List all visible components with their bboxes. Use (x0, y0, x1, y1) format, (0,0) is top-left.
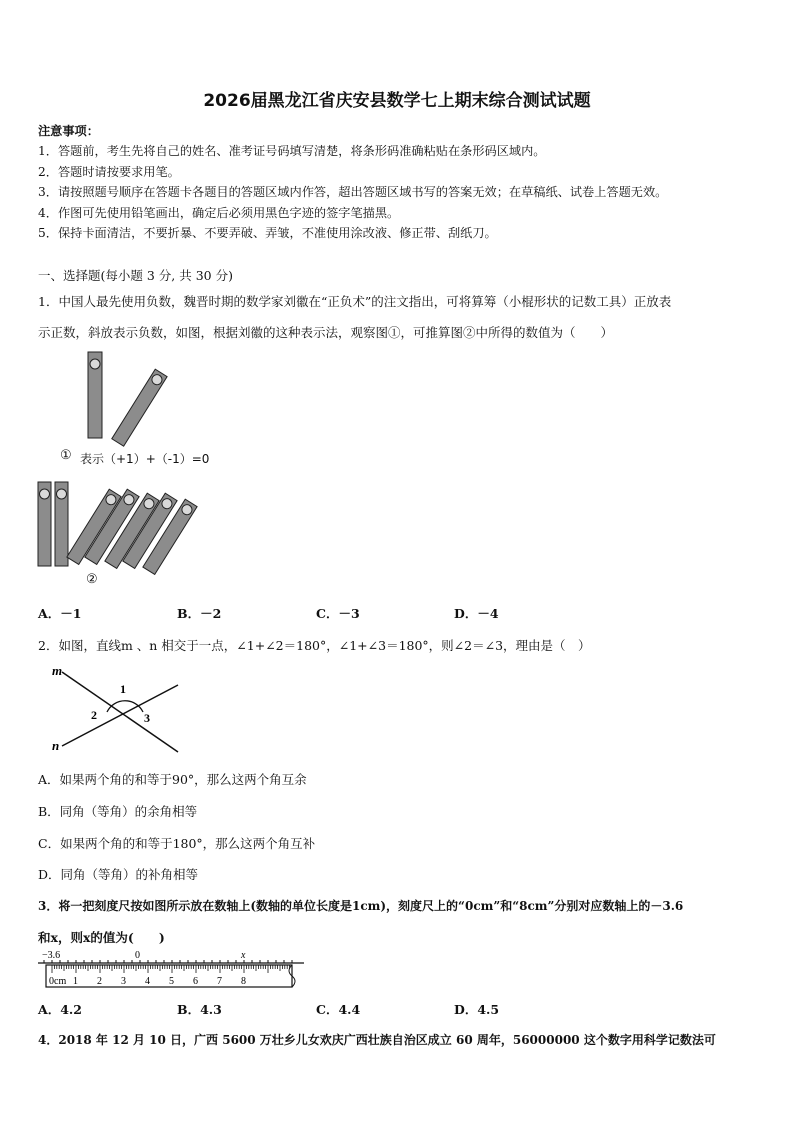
ruler-labels (49, 976, 246, 987)
figure-1-caption: 表示（+1）+（-1）=0 (80, 452, 210, 466)
ruler-label: 7 (217, 976, 222, 987)
ruler-label: 6 (193, 976, 198, 987)
ruler-label: 0cm (49, 976, 67, 987)
page-title: 2026届黑龙江省庆安县数学七上期末综合测试试题 (203, 91, 591, 111)
axis-label-x: x (241, 950, 246, 961)
question-2-stem: 2．如图，直线m 、n 相交于一点，∠1+∠2＝180°，∠1+∠3＝180°，则∠2＝∠3，理由是（ ） (38, 638, 591, 653)
notice-item: 5．保持卡面清洁，不要折暴、不要弄破、弄皱，不准使用涂改液、修正带、刮纸刀。 (38, 226, 497, 240)
axis-label-left: −3.6 (42, 950, 61, 961)
angle-label-3: 3 (144, 711, 150, 725)
question-1-line-1: 1．中国人最先使用负数，魏晋时期的数学家刘徽在“正负术”的注文指出，可将算筹（小棍形状的记数工具）正放表 (38, 294, 672, 309)
notice-heading: 注意事项： (38, 124, 99, 138)
q1-option-b[interactable]: B．－2 (177, 606, 222, 621)
ruler-ticks (52, 965, 290, 973)
ruler-label: 1 (73, 976, 78, 987)
line-label-n: n (52, 738, 60, 753)
angle-label-1: 1 (120, 682, 126, 696)
notice-item: 4．作图可先使用铅笔画出，确定后必须用黑色字迹的签字笔描黑。 (38, 206, 400, 220)
question-3-line-2: 和x，则x的值为( ) (38, 930, 165, 945)
notice-item: 1．答题前，考生先将自己的姓名、准考证号码填写清楚，将条形码准确粘贴在条形码区域内。 (38, 144, 546, 158)
ruler-label: 8 (241, 976, 246, 987)
q3-option-d[interactable]: D．4.5 (454, 1002, 500, 1017)
question-1-line-2: 示正数，斜放表示负数，如图，根据刘徽的这种表示法，观察图①，可推算图②中所得的数值为（ ） (38, 325, 614, 340)
section-heading: 一、选择题(每小题 3 分, 共 30 分) (38, 268, 233, 283)
q1-option-c[interactable]: C．－3 (316, 606, 360, 621)
ruler-label: 3 (121, 976, 126, 987)
q2-option-c[interactable]: C．如果两个角的和等于180°，那么这两个角互补 (38, 836, 316, 851)
axis-label-zero: 0 (135, 950, 140, 961)
figure-1-marker: ① (60, 448, 72, 463)
q2-option-b[interactable]: B．同角（等角）的余角相等 (38, 804, 198, 819)
figure-2-marker: ② (86, 572, 98, 587)
notice-item: 2．答题时请按要求用笔。 (38, 165, 180, 179)
q3-option-c[interactable]: C．4.4 (316, 1002, 361, 1017)
q1-option-d[interactable]: D．－4 (454, 606, 499, 621)
ruler-label: 2 (97, 976, 102, 987)
ruler-label: 5 (169, 976, 174, 987)
q3-option-b[interactable]: B．4.3 (177, 1002, 222, 1017)
question-4-line-1: 4．2018 年 12 月 10 日，广西 5600 万壮乡儿女欢庆广西壮族自治区成立 60 周年，56000000 这个数字用科学记数法可 (38, 1033, 716, 1047)
angle-label-2: 2 (91, 708, 97, 722)
ruler-label: 4 (145, 976, 150, 987)
line-label-m: m (52, 663, 63, 678)
question-3-line-1: 3．将一把刻度尺按如图所示放在数轴上(数轴的单位长度是1cm)，刻度尺上的“0cm”和“8cm”分别对应数轴上的－3.6 (38, 899, 684, 913)
q1-option-a[interactable]: A．－1 (38, 606, 82, 621)
notice-item: 3．请按照题号顺序在答题卡各题目的答题区域内作答，超出答题区域书写的答案无效；在草稿纸、试卷上答题无效。 (38, 185, 668, 199)
q2-option-a[interactable]: A．如果两个角的和等于90°，那么这两个角互余 (38, 772, 307, 787)
q2-option-d[interactable]: D．同角（等角）的补角相等 (38, 867, 199, 882)
q3-option-a[interactable]: A．4.2 (38, 1002, 82, 1017)
